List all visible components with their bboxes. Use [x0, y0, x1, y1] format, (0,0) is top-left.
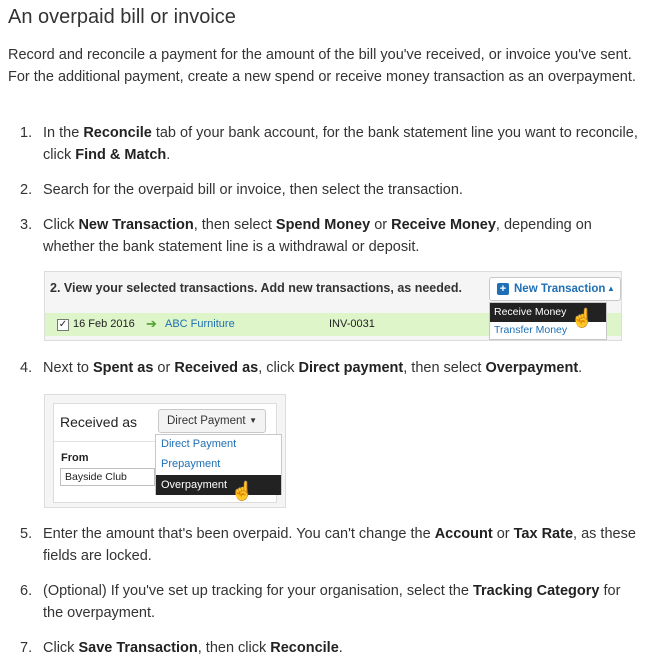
- new-transaction-screenshot: [44, 271, 622, 341]
- caret-down-icon: ▼: [249, 416, 257, 425]
- step-text: Enter the amount that's been overpaid. You can't change the Account or Tax Rate, as these fields are locked.: [43, 526, 636, 564]
- menu-item-prepayment[interactable]: Prepayment: [161, 458, 221, 470]
- hand-cursor-icon: ☝: [231, 481, 254, 501]
- payment-type-menu: [155, 434, 282, 495]
- step-number: 3.: [20, 217, 33, 233]
- received-as-screenshot: [44, 394, 286, 508]
- intro-paragraph: Record and reconcile a payment for the amount of the bill you've received, or invoice you've sent. For the additional payment, create a new spend or receive money transaction as an overpayment.: [8, 47, 636, 85]
- step-text: In the Reconcile tab of your bank account, for the bank statement line you want to reconcile, click Find & Match.: [43, 125, 638, 163]
- step-text: Search for the overpaid bill or invoice, then select the transaction.: [43, 182, 463, 198]
- transaction-date: 16 Feb 2016: [73, 318, 135, 330]
- step-number: 7.: [20, 640, 33, 656]
- step-number: 4.: [20, 360, 33, 376]
- arrow-right-icon: ➔: [146, 316, 157, 331]
- from-input[interactable]: Bayside Club: [60, 468, 155, 486]
- menu-item-direct-payment[interactable]: Direct Payment: [161, 438, 237, 450]
- hand-cursor-icon: ☝: [571, 308, 594, 328]
- transaction-payee[interactable]: ABC Furniture: [165, 318, 235, 330]
- step-text: Click New Transaction, then select Spend Money or Receive Money, depending on whether the bank statement line is a withdrawal or deposit.: [43, 217, 592, 255]
- step-text: (Optional) If you've set up tracking for your organisation, select the Tracking Category for the overpayment.: [43, 583, 621, 621]
- step-number: 5.: [20, 526, 33, 542]
- step-number: 6.: [20, 583, 33, 599]
- transactions-header: 2. View your selected transactions. Add new transactions, as needed.: [50, 281, 462, 295]
- received-as-label: Received as: [60, 414, 138, 430]
- step-text: Next to Spent as or Received as, click Direct payment, then select Overpayment.: [43, 360, 583, 376]
- checkbox[interactable]: ✓: [58, 319, 68, 330]
- from-label: From: [61, 452, 89, 464]
- menu-item-overpayment[interactable]: Overpayment: [156, 475, 281, 495]
- new-transaction-label: New Transaction: [514, 283, 606, 295]
- caret-up-icon: ▲: [607, 284, 615, 293]
- new-transaction-button[interactable]: [489, 277, 621, 301]
- step-text: Click Save Transaction, then click Reconcile.: [43, 640, 343, 656]
- menu-item-transfer-money[interactable]: Transfer Money: [494, 324, 568, 336]
- step-number: 2.: [20, 182, 33, 198]
- page-title: An overpaid bill or invoice: [8, 6, 236, 28]
- payment-type-dropdown[interactable]: Direct Payment ▼: [158, 409, 266, 433]
- step-number: 1.: [20, 125, 33, 141]
- transaction-reference: INV-0031: [329, 318, 375, 330]
- plus-icon: +: [497, 283, 509, 295]
- menu-item-receive-money[interactable]: Receive Money: [490, 303, 606, 322]
